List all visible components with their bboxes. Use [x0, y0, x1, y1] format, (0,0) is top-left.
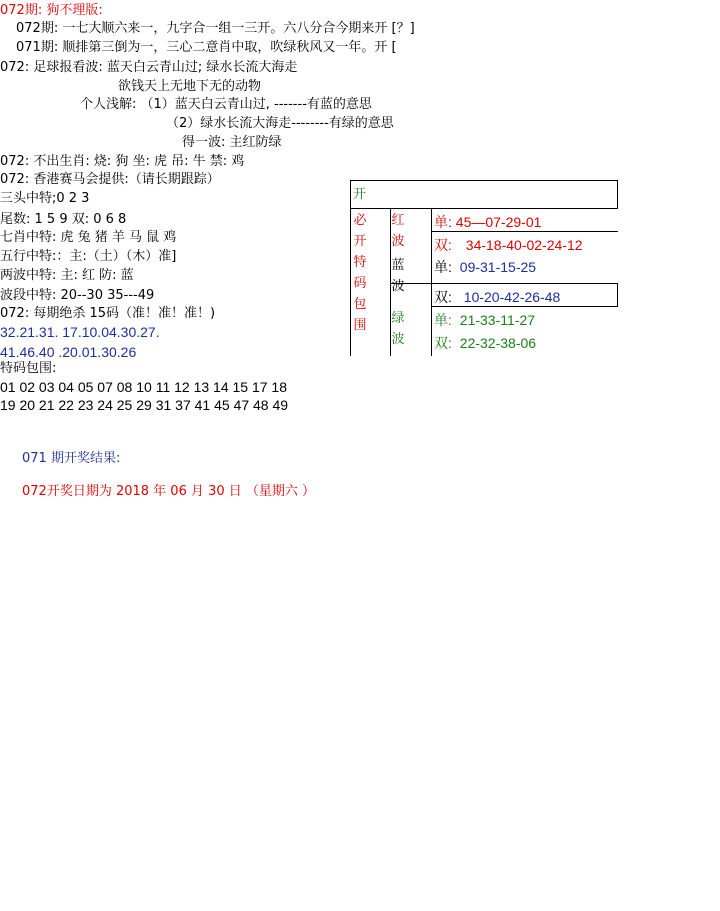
red-wave-label	[390, 210, 406, 252]
blue-wave-char: 波	[391, 279, 405, 294]
red-wave-char: 波	[391, 234, 405, 249]
wave-result: 得一波: 主红防绿	[182, 135, 282, 150]
blue-wave-label	[390, 255, 406, 297]
baowei-label: 特码包围:	[0, 361, 57, 376]
vlabel-char: 码	[353, 276, 367, 291]
table-header: 开	[353, 187, 367, 202]
two-waves: 两波中特: 主: 红 防: 蓝	[0, 268, 134, 283]
red-double-numbers: 34-18-40-02-24-12	[465, 237, 583, 253]
issue-071-label: 071期:	[16, 40, 59, 55]
baowei-numbers-1: 01 02 03 04 05 07 08 10 11 12 13 14 15 17 18	[0, 379, 287, 395]
issue-072-label: 072期:	[16, 21, 59, 36]
green-single-row	[434, 310, 535, 330]
red-single-label: 单:	[434, 214, 452, 230]
green-wave-char: 波	[391, 332, 405, 347]
green-double-numbers: 22-32-38-06	[459, 335, 537, 351]
blue-double-row	[434, 287, 560, 307]
vlabel-char: 特	[353, 255, 367, 270]
green-single-label: 单:	[434, 312, 452, 328]
blue-single-row	[434, 257, 536, 277]
riddle-line: 欲钱天上无地下无的动物	[118, 79, 262, 94]
seven-zodiac: 七肖中特: 虎 兔 猪 羊 马 鼠 鸡	[0, 230, 177, 245]
personal-interpretation-1: 个人浅解: （1）蓝天白云青山过, -------有蓝的意思	[80, 97, 372, 112]
page-title: 072期: 狗不理版:	[0, 3, 103, 18]
issue-071-line	[16, 39, 397, 56]
blue-single-label: 单:	[434, 259, 452, 275]
red-wave-char: 红	[391, 213, 405, 228]
red-single-row	[434, 212, 541, 232]
vlabel-char: 围	[353, 318, 367, 333]
green-double-row	[434, 333, 536, 353]
baowei-vertical-label	[352, 210, 368, 336]
blue-double-numbers: 10-20-42-26-48	[463, 289, 561, 305]
kill-numbers-2: 41.46.40 .20.01.30.26	[0, 344, 137, 360]
vlabel-char: 必	[353, 213, 367, 228]
five-elements: 五行中特:：主:（土）（木）准]	[0, 249, 177, 264]
blue-single-numbers: 09-31-15-25	[459, 259, 537, 275]
green-single-numbers: 21-33-11-27	[459, 312, 536, 328]
issue-072-line	[16, 20, 415, 37]
issue-071-bracket: [	[391, 40, 397, 55]
tail-numbers: 尾数: 1 5 9 双: 0 6 8	[0, 212, 127, 227]
green-wave-char: 绿	[391, 311, 405, 326]
vlabel-char: 开	[353, 234, 367, 249]
soccer-line: 072: 足球报看波: 蓝天白云青山过; 绿水长流大海走	[0, 60, 298, 75]
next-draw-date: 072开奖日期为 2018 年 06 月 30 日 （星期六 ）	[22, 484, 316, 499]
personal-interpretation-2: （2）绿水长流大海走--------有绿的意思	[166, 116, 394, 131]
issue-072-bracket: [？]	[391, 21, 415, 36]
red-double-label: 双:	[434, 237, 452, 253]
issue-072-text: 一七大顺六来一，九字合一组一三开。六八分合今期来开	[62, 21, 388, 36]
kill-title: 072: 每期绝杀 15码（准！准！准！)	[0, 306, 216, 321]
vlabel-char: 包	[353, 297, 367, 312]
hk-title: 072: 香港赛马会提供:（请长期跟踪）	[0, 172, 220, 187]
result-title: 071 期开奖结果:	[22, 451, 121, 466]
red-single-numbers: 45—07-29-01	[455, 214, 542, 230]
issue-071-text: 顺排第三倒为一，三心二意肖中取，吹绿秋风又一年。开	[62, 40, 388, 55]
wave-band: 波段中特: 20--30 35---49	[0, 288, 155, 303]
green-double-label: 双:	[434, 335, 452, 351]
kill-numbers-1: 32.21.31. 17.10.04.30.27.	[0, 324, 160, 340]
baowei-numbers-2: 19 20 21 22 23 24 25 29 31 37 41 45 47 48 49	[0, 397, 289, 413]
blue-double-label: 双:	[434, 289, 452, 305]
blue-wave-char: 蓝	[391, 258, 405, 273]
red-double-row	[434, 235, 583, 255]
special-code-table	[350, 180, 618, 356]
zodiac-out-line: 072: 不出生肖: 烧: 狗 坐: 虎 吊: 牛 禁: 鸡	[0, 154, 245, 169]
head-numbers: 三头中特;0 2 3	[0, 191, 90, 206]
green-wave-label	[390, 308, 406, 350]
